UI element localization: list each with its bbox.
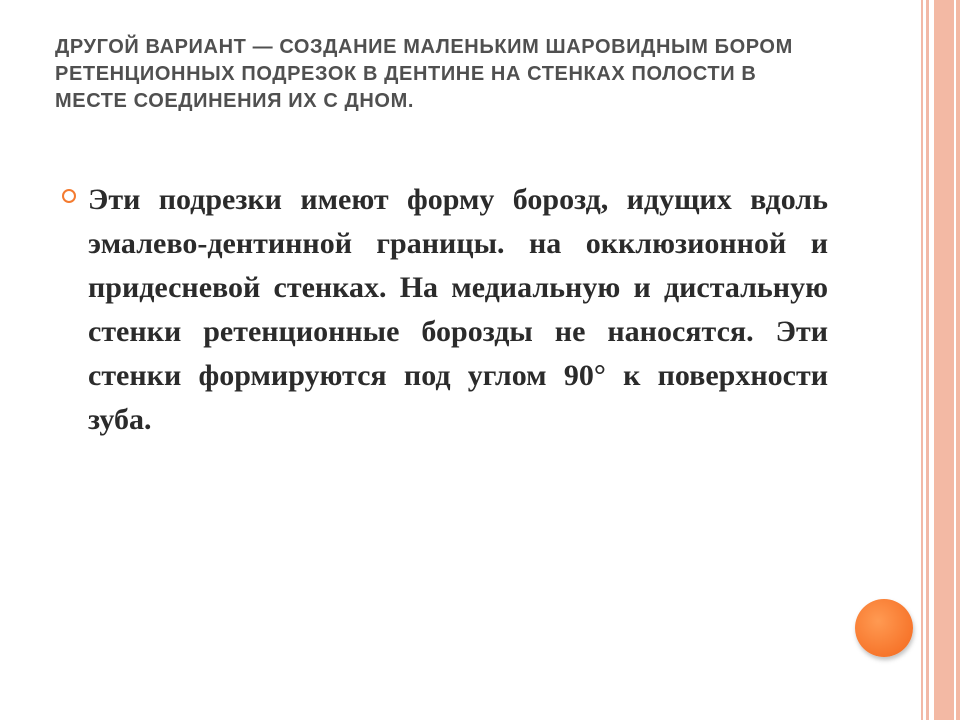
slide-title: ДРУГОЙ ВАРИАНТ — СОЗДАНИЕ МАЛЕНЬКИМ ШАРОВИДНЫМ БОРОМ РЕТЕНЦИОННЫХ ПОДРЕЗОК В ДЕНТИНЕ НА СТЕНКАХ ПОЛОСТИ В МЕСТЕ СОЕДИНЕНИЯ ИХ С ДНОМ. xyxy=(55,36,793,112)
orange-circle-decoration xyxy=(855,599,913,657)
bullet-circle-icon xyxy=(62,189,76,203)
bullet-text: Эти подрезки имеют форму борозд, идущих вдоль эмалево-дентинной границы. на окклюзионной и придесневой стенках. На медиальную и дистальную стенки ретенционные борозды не наносятся. Эти стенки формируются под углом 90° к поверхности зуба. xyxy=(88,183,828,436)
bullet-item xyxy=(58,178,828,442)
decorative-stripe xyxy=(921,0,923,720)
decorative-stripe xyxy=(956,0,960,720)
decorative-stripe xyxy=(934,0,954,720)
decorative-stripe xyxy=(926,0,929,720)
bullet-list xyxy=(58,178,828,442)
